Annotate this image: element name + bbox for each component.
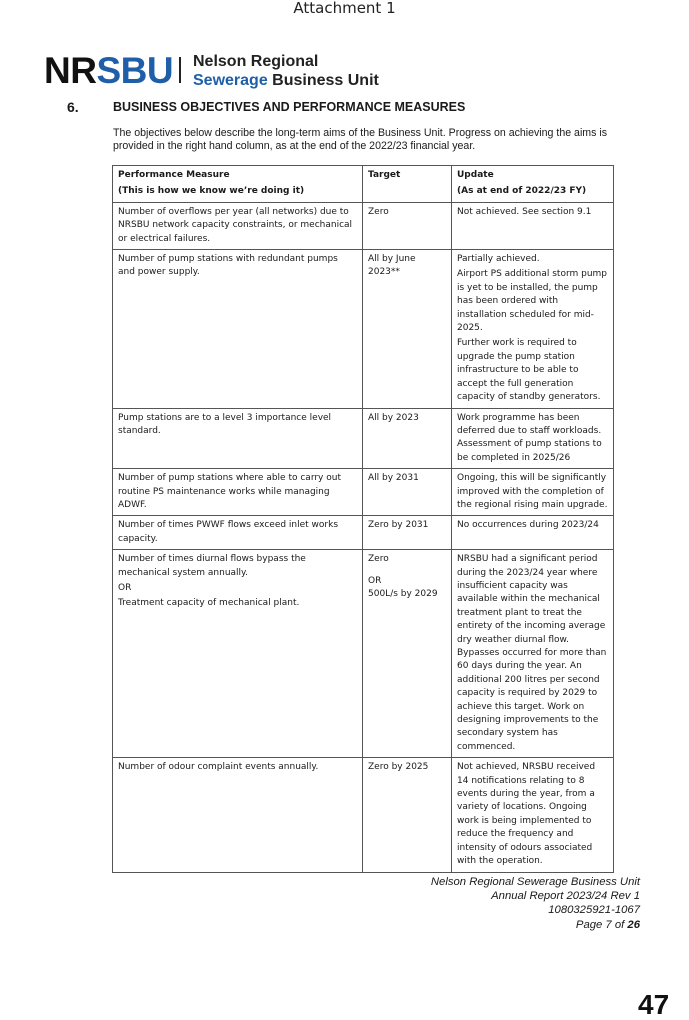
target-cell: Zero by 2025 (363, 758, 452, 872)
attachment-label: Attachment 1 (293, 0, 396, 17)
table-row (113, 550, 614, 758)
footer-page-total: 26 (627, 918, 640, 931)
footer-page (431, 918, 640, 932)
update-paragraph: Ongoing, this will be significantly improved with the completion of the regional rising main upgrade. (457, 473, 608, 510)
logo-divider (179, 57, 181, 83)
header-update (452, 166, 614, 203)
target-cell: All by 2023 (363, 408, 452, 469)
update-cell (452, 408, 614, 469)
update-cell (452, 516, 614, 550)
table-row (113, 408, 614, 469)
update-cell (452, 469, 614, 516)
target-cell: All by June 2023** (363, 250, 452, 408)
measure-cell (113, 550, 363, 758)
measure-cell: Number of overflows per year (all networks) due to NRSBU network capacity constraints, or mechanical or electrical failures. (113, 202, 363, 249)
update-paragraph: Not achieved, NRSBU received 14 notifications relating to 8 events during the year, from a variety of locations. Ongoing work is being implemented to reduce the frequency and intensity of odours associated with the operation. (457, 762, 596, 867)
footer-page-prefix: Page 7 of (575, 918, 628, 931)
logo-mark (44, 52, 173, 90)
update-paragraph: Airport PS additional storm pump is yet to be installed, the pump has been ordered with installation scheduled for mid-2025. (457, 269, 608, 334)
table-row (113, 250, 614, 408)
footer-org: Nelson Regional Sewerage Business Unit (430, 876, 640, 888)
target-cell: Zero (363, 202, 452, 249)
update-paragraph: Further work is required to upgrade the pump station infrastructure to be able to accept the full generation capacity of standby generators. (457, 338, 601, 403)
update-paragraph: No occurrences during 2023/24 (457, 520, 599, 531)
logo-name-sewerage: Sewerage (193, 72, 268, 89)
logo-mark-blue: SBU (96, 50, 174, 91)
footer-report: Annual Report 2023/24 Rev 1 (491, 890, 640, 903)
logo-name-line1: Nelson Regional (193, 53, 319, 70)
update-paragraph: Partially achieved. (457, 254, 540, 265)
measure-cell: Number of times PWWF flows exceed inlet works capacity. (113, 516, 363, 550)
header-measure (113, 166, 363, 203)
measure-cell: Pump stations are to a level 3 importance level standard. (113, 408, 363, 469)
section-title: BUSINESS OBJECTIVES AND PERFORMANCE MEASURES (113, 100, 466, 114)
header-target-title: Target (368, 170, 401, 180)
update-paragraph: Not achieved. See section 9.1 (457, 206, 592, 217)
update-paragraph: Work programme has been deferred due to staff workloads. Assessment of pump stations to be completed in 2025/26 (457, 412, 602, 463)
target-cell (363, 550, 452, 758)
section-heading (0, 98, 689, 116)
header-update-subtitle: (As at end of 2022/23 FY) (457, 186, 587, 197)
measure-text: Number of times diurnal flows bypass the mechanical system annually. (118, 554, 306, 578)
update-cell (452, 758, 614, 872)
page-footer (431, 875, 640, 932)
page-mark: 47 (638, 989, 670, 1020)
target-text: Zero (368, 554, 389, 565)
footer-docid: 1080325921-1067 (548, 904, 640, 917)
logo-name (193, 52, 379, 90)
target-text-alt: 500L/s by 2029 (368, 588, 438, 599)
target-or: OR (368, 575, 382, 586)
measure-or: OR (118, 582, 132, 593)
logo-name-business-unit: Business Unit (267, 72, 379, 89)
update-paragraph: NRSBU had a significant period during the 2023/24 year where insufficient capacity was available within the mechanical treatment plant to treat the entirety of the incoming average dry weather diurnal flow. Bypasses occurred for more than 60 days during the year. An additional 200 litres per second capacity is required by 2029 to achieve this target. Work on designing improvements to the secondary system has commenced. (457, 554, 607, 752)
update-cell (452, 202, 614, 249)
update-cell (452, 250, 614, 408)
update-cell (452, 550, 614, 758)
logo-mark-black: NR (44, 50, 97, 91)
header-measure-subtitle: (This is how we know we’re doing it) (118, 186, 305, 197)
header-target (363, 166, 452, 203)
section-intro: The objectives below describe the long-term aims of the Business Unit. Progress on achieving the aims is provided in the right hand column, as at the end of the 2022/23 financial year. (113, 127, 608, 152)
measure-text-alt: Treatment capacity of mechanical plant. (118, 598, 300, 609)
performance-table (112, 165, 614, 873)
target-cell: Zero by 2031 (363, 516, 452, 550)
table-header-row (113, 166, 614, 203)
measure-cell: Number of pump stations with redundant pumps and power supply. (113, 250, 363, 408)
section-number: 6. (67, 99, 79, 115)
table-row (113, 202, 614, 249)
table-row (113, 758, 614, 872)
header-update-title: Update (457, 170, 494, 180)
header-measure-title: Performance Measure (118, 170, 230, 180)
measure-cell: Number of odour complaint events annually. (113, 758, 363, 872)
table-row (113, 469, 614, 516)
table-row (113, 516, 614, 550)
measure-cell: Number of pump stations where able to carry out routine PS maintenance works while managing ADWF. (113, 469, 363, 516)
target-cell: All by 2031 (363, 469, 452, 516)
logo-name-line2 (193, 71, 379, 90)
